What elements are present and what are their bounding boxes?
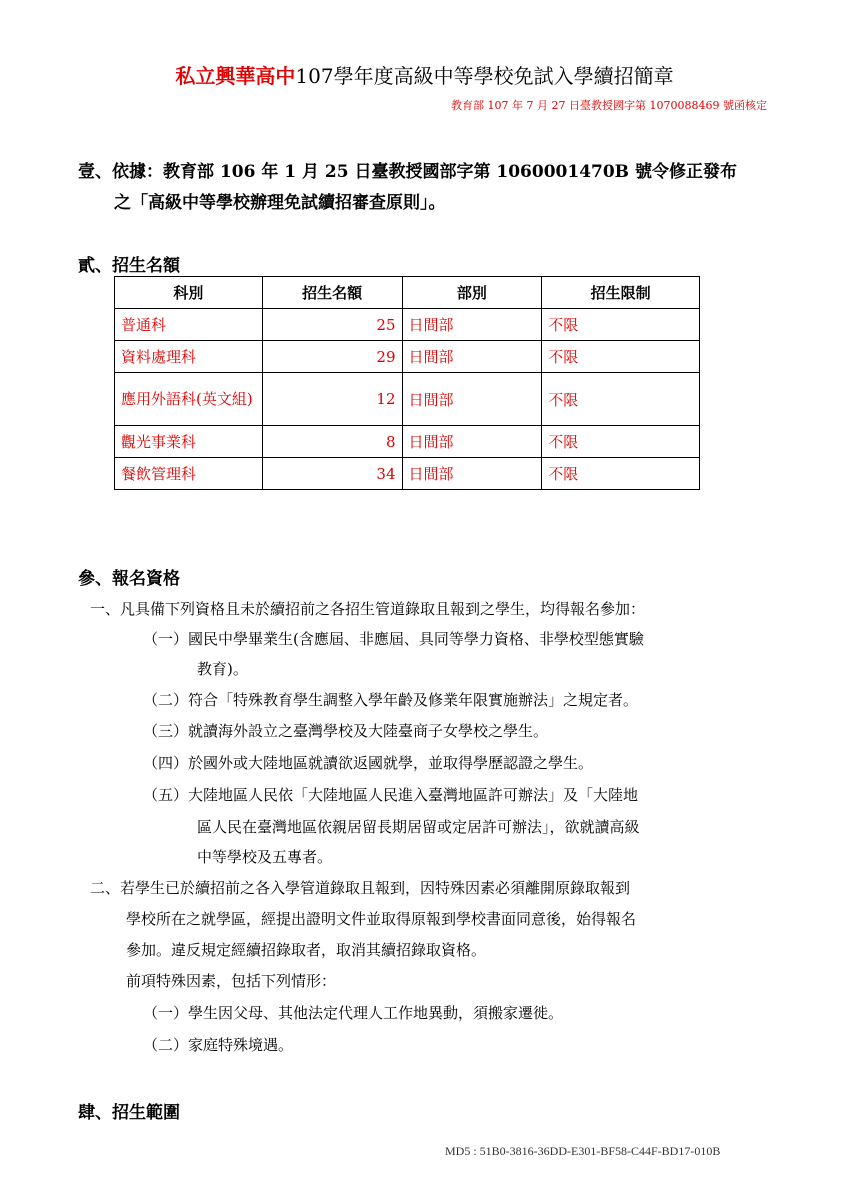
section1-line1: 壹、依據：教育部 106 年 1 月 25 日臺教授國部字第 1060001470B 號令修正發布 [78,162,737,182]
dept-cell: 普通科 [115,309,263,341]
section3-item2c: 參加。違反規定經續招錄取者，取消其續招錄取資格。 [126,941,487,959]
division-cell: 日間部 [402,373,542,426]
quota-cell: 34 [262,458,402,490]
limit-cell: 不限 [542,426,700,458]
section3-item1-5a: （五）大陸地區人民依「大陸地區人民進入臺灣地區許可辦法」及「大陸地 [143,786,639,804]
division-cell: 日間部 [402,426,542,458]
section4-heading: 肆、招生範圍 [78,1103,180,1123]
limit-cell: 不限 [542,309,700,341]
section3-item2a: 二、若學生已於續招前之各入學管道錄取且報到，因特殊因素必須離開原錄取報到 [90,879,631,897]
limit-cell: 不限 [542,341,700,373]
table-row [115,309,700,341]
section3-item1-1a: （一）國民中學畢業生(含應屆、非應屆、具同等學力資格、非學校型態實驗 [143,630,644,648]
dept-cell: 資料處理科 [115,341,263,373]
section3-item2d: 前項特殊因素，包括下列情形： [126,972,337,990]
section3-item1: 一、凡具備下列資格且未於續招前之各招生管道錄取且報到之學生，均得報名參加： [90,600,646,618]
approval-note: 教育部 107 年 7 月 27 日臺教授國字第 1070088469 號函核定 [451,99,767,112]
table-row [115,341,700,373]
limit-cell: 不限 [542,373,700,426]
dept-cell: 餐飲管理科 [115,458,263,490]
section3-item1-2: （二）符合「特殊教育學生調整入學年齡及修業年限實施辦法」之規定者。 [143,691,639,709]
section2-heading: 貳、招生名額 [78,256,180,276]
table-header-row [115,277,700,309]
section3-heading: 參、報名資格 [78,569,180,589]
md5-footer: MD5 : 51B0-3816-36DD-E301-BF58-C44F-BD17-010B [445,1144,721,1158]
section1-line2: 之「高級中等學校辦理免試續招審查原則」。 [114,193,446,213]
section3-item1-3: （三）就讀海外設立之臺灣學校及大陸臺商子女學校之學生。 [143,722,549,740]
section3-item1-5b: 區人民在臺灣地區依親居留長期居留或定居許可辦法」，欲就讀高級 [197,818,640,836]
division-cell: 日間部 [402,341,542,373]
section3-item2-2: （二）家庭特殊境遇。 [143,1036,294,1054]
header-dept: 科別 [115,277,263,309]
division-cell: 日間部 [402,458,542,490]
dept-cell: 觀光事業科 [115,426,263,458]
quota-cell: 12 [262,373,402,426]
quota-cell: 25 [262,309,402,341]
school-name: 私立興華高中 [175,64,296,88]
section3-item1-5c: 中等學校及五專者。 [197,848,333,866]
section3-item1-4: （四）於國外或大陸地區就讀欲返國就學，並取得學歷認證之學生。 [143,754,594,772]
section3-item2b: 學校所在之就學區，經提出證明文件並取得原報到學校書面同意後，始得報名 [126,910,637,928]
header-quota: 招生名額 [262,277,402,309]
limit-cell: 不限 [542,458,700,490]
document-title [0,60,849,89]
header-limit: 招生限制 [542,277,700,309]
table-row [115,426,700,458]
quota-cell: 29 [262,341,402,373]
quota-table [114,276,700,490]
header-division: 部別 [402,277,542,309]
table-row [115,458,700,490]
dept-cell: 應用外語科(英文組) [115,373,263,426]
division-cell: 日間部 [402,309,542,341]
table-row [115,373,700,426]
section3-item1-1b: 教育)。 [197,660,248,678]
quota-cell: 8 [262,426,402,458]
section3-item2-1: （一）學生因父母、其他法定代理人工作地異動，須搬家遷徙。 [143,1004,564,1022]
title-text: 107學年度高級中等學校免試入學續招簡章 [295,64,674,88]
